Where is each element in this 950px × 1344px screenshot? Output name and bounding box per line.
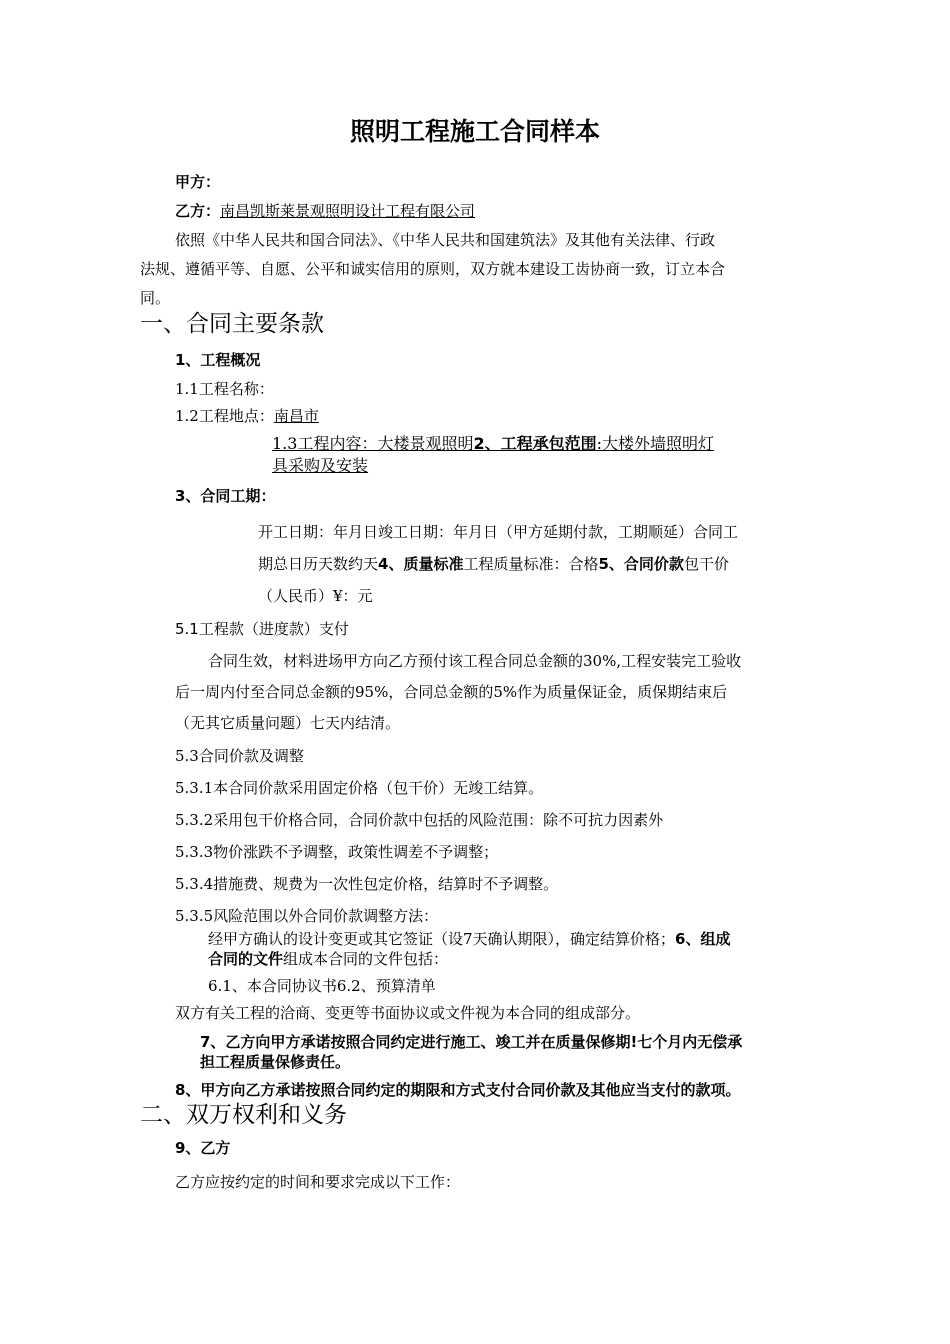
clause-5-heading: 5、合同价款 bbox=[598, 555, 684, 573]
section-heading-1: 一、合同主要条款 bbox=[140, 311, 324, 337]
clause-5-3-5-para-1 bbox=[208, 929, 730, 949]
party-a-label: 甲方： bbox=[175, 173, 221, 191]
section-heading-2: 二、双万权利和义务 bbox=[140, 1102, 347, 1128]
clause-6-list: 6.1、本合同协议书6.2、预算清单 bbox=[208, 977, 436, 995]
clause-5-3-2: 5.3.2采用包干价格合同，合同价款中包括的风险范围：除不可抗力因素外 bbox=[175, 811, 664, 829]
clause-5-3-3: 5.3.3物价涨跌不予调整，政策性调差不予调整； bbox=[175, 843, 499, 861]
clause-6-heading-cont: 合同的文件 bbox=[208, 950, 284, 968]
clause-5-1-para-2: 后一周内付至合同总金额的95%，合同总金额的5%作为质量保证金，质保期结束后 bbox=[175, 683, 728, 701]
clause-5-1-heading: 5.1工程款（进度款）支付 bbox=[175, 620, 349, 638]
clause-3-heading: 3、合同工期： bbox=[175, 487, 276, 505]
clause-3-line-2 bbox=[258, 554, 729, 574]
intro-line-1: 依照《中华人民共和国合同法》、《中华人民共和国建筑法》及其他有关法律、行政 bbox=[175, 231, 716, 249]
clause-1-3-line-1 bbox=[272, 434, 714, 454]
clause-1-3-content: 1.3工程内容：大楼景观照明 bbox=[272, 434, 474, 453]
party-b-line bbox=[175, 201, 475, 221]
clause-5-3-5: 5.3.5风险范围以外合同价款调整方法： bbox=[175, 907, 439, 925]
clause-6-heading: 6、组成 bbox=[675, 930, 731, 948]
clause-1-heading: 1、工程概况 bbox=[175, 351, 261, 369]
clause-5-3-1: 5.3.1本合同价款采用固定价格（包干价）无竣工结算。 bbox=[175, 779, 544, 797]
intro-line-2: 法规、遵循平等、自愿、公平和诚实信用的原则，双方就本建设工齿协商一致，订立本合 bbox=[140, 260, 726, 278]
clause-3-duration: 期总日历天数约天 bbox=[258, 555, 379, 573]
clause-5-3-5-para-2 bbox=[208, 949, 448, 969]
clause-5-1-para-1: 合同生效，材料进场甲方向乙方预付该工程合同总金额的30%,工程安装完工验收 bbox=[208, 652, 742, 670]
document-title: 照明工程施工合同样本 bbox=[349, 117, 600, 146]
clause-5-3-5-text: 经甲方确认的设计变更或其它签证（设7天确认期限），确定结算价格； bbox=[208, 930, 676, 948]
clause-2-content: :大楼外墙照明灯 bbox=[596, 434, 714, 453]
clause-3-line-3: （人民币）¥：元 bbox=[258, 587, 373, 605]
clause-5-content: 包干价 bbox=[683, 555, 729, 573]
clause-9-heading: 9、乙方 bbox=[175, 1139, 231, 1157]
clause-3-line-1: 开工日期：年月日竣工日期：年月日（甲方延期付款，工期顺延）合同工 bbox=[258, 523, 739, 541]
party-b-name: 南昌凯斯莱景观照明设计工程有限公司 bbox=[220, 202, 476, 220]
clause-9-para: 乙方应按约定的时间和要求完成以下工作： bbox=[175, 1173, 461, 1191]
clause-8: 8、甲方向乙方承诺按照合同约定的期限和方式支付合同价款及其他应当支付的款项。 bbox=[175, 1081, 741, 1099]
clause-7-line-1: 7、乙方向甲方承诺按照合同约定进行施工、竣工并在质量保修期!七个月内无偿承 bbox=[200, 1033, 743, 1051]
clause-1-1: 1.1工程名称： bbox=[175, 380, 274, 398]
party-b-label: 乙方： bbox=[175, 202, 221, 220]
clause-1-2-value: 南昌市 bbox=[273, 407, 319, 425]
clause-6-note: 双方有关工程的洽商、变更等书面协议或文件视为本合同的组成部分。 bbox=[175, 1004, 641, 1022]
intro-line-3: 同。 bbox=[140, 289, 171, 307]
clause-4-heading: 4、质量标准 bbox=[378, 555, 464, 573]
clause-5-3: 5.3合同价款及调整 bbox=[175, 747, 304, 765]
clause-5-1-para-3: （无其它质量问题）七天内结清。 bbox=[175, 714, 401, 732]
clause-4-content: 工程质量标准：合格 bbox=[463, 555, 599, 573]
clause-1-2-label: 1.2工程地点： bbox=[175, 407, 274, 425]
clause-6-intro: 组成本合同的文件包括： bbox=[283, 950, 449, 968]
clause-7-line-2: 担工程质量保修责任。 bbox=[200, 1053, 351, 1071]
clause-2-heading: 2、工程承包范围 bbox=[473, 434, 597, 453]
clause-5-3-4: 5.3.4措施费、规费为一次性包定价格，结算时不予调整。 bbox=[175, 875, 559, 893]
clause-1-2 bbox=[175, 406, 319, 426]
clause-1-3-line-2: 具采购及安装 bbox=[272, 456, 369, 475]
